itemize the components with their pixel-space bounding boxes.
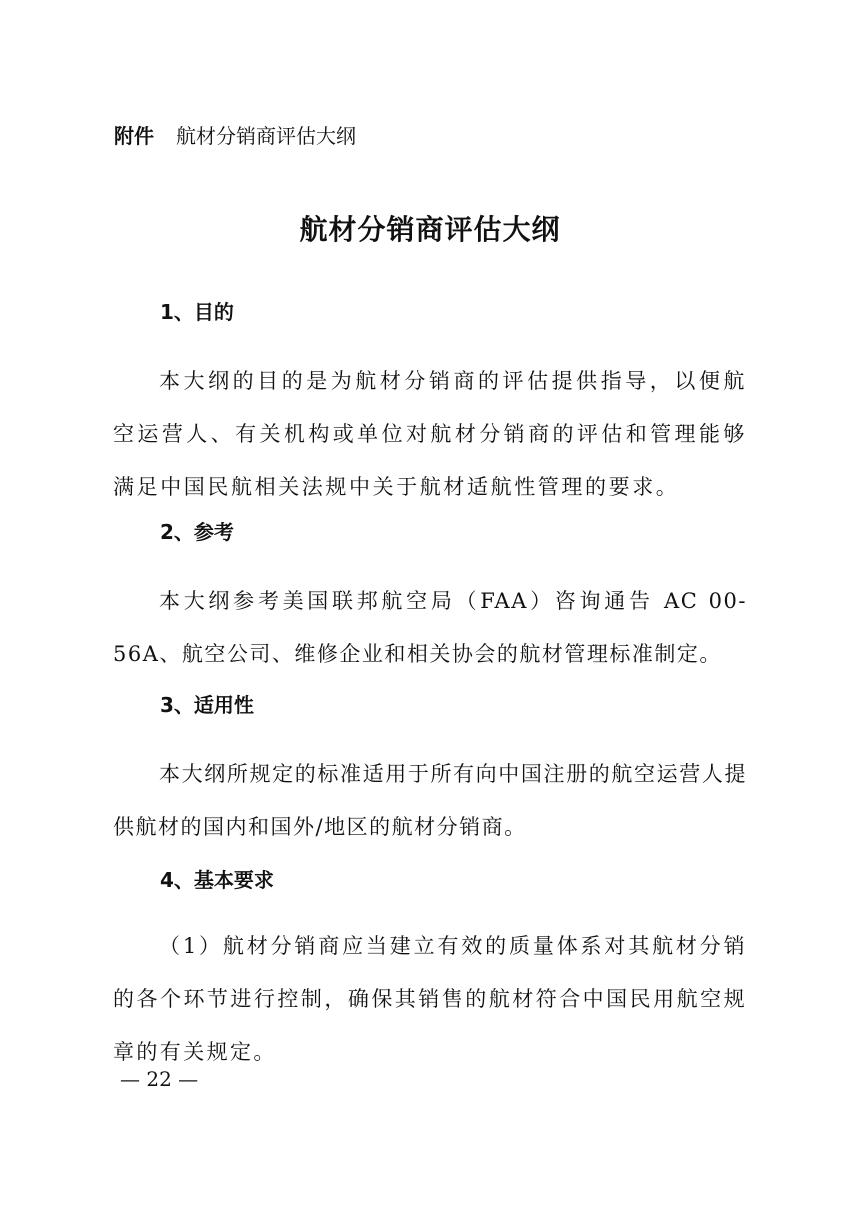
attachment-title: 航材分销商评估大纲: [176, 124, 356, 148]
section-paragraph-reference: 本大纲参考美国联邦航空局（FAA）咨询通告 AC 00-56A、航空公司、维修企业和相关协会的航材管理标准制定。: [113, 589, 747, 666]
attachment-label: 附件: [114, 124, 154, 148]
section-heading-purpose: 1、目的: [160, 300, 234, 324]
section-heading-applicability: 3、适用性: [160, 693, 254, 717]
page-number: — 22 —: [120, 1067, 199, 1091]
document-title: 航材分销商评估大纲: [299, 213, 561, 246]
section-heading-reference: 2、参考: [160, 520, 234, 544]
section-heading-basic-requirements: 4、基本要求: [160, 868, 274, 892]
section-paragraph-purpose: 本大纲的目的是为航材分销商的评估提供指导，以便航空运营人、有关机构或单位对航材分销商的评估和管理能够满足中国民航相关法规中关于航材适航性管理的要求。: [113, 369, 747, 499]
section-paragraph-basic-requirements: （1）航材分销商应当建立有效的质量体系对其航材分销的各个环节进行控制，确保其销售的航材符合中国民用航空规章的有关规定。: [113, 934, 747, 1064]
section-paragraph-applicability: 本大纲所规定的标准适用于所有向中国注册的航空运营人提供航材的国内和国外/地区的航材分销商。: [113, 762, 747, 839]
attachment-line: [114, 120, 356, 152]
